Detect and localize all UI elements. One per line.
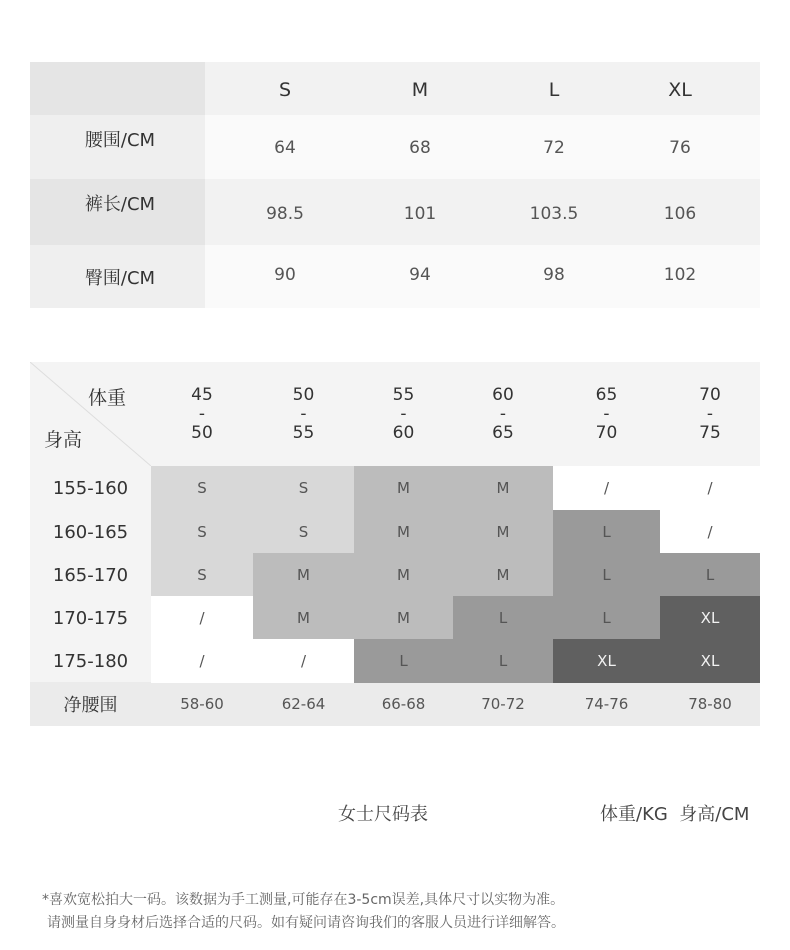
corner-height-label: 身高 — [44, 429, 83, 451]
weight-col-header — [660, 382, 760, 446]
size-cell: XL — [553, 639, 660, 683]
size-cell: S — [151, 553, 253, 597]
size-cell: M — [453, 466, 553, 510]
t1-cell: 106 — [663, 204, 697, 224]
units-caption: 体重/KG 身高/CM — [600, 804, 750, 825]
weight-top: 50 — [292, 384, 315, 405]
t1-header-l: L — [548, 79, 560, 101]
waist-value: 66-68 — [381, 695, 426, 713]
t1-corner — [30, 62, 205, 115]
t1-header-xl: XL — [668, 79, 692, 101]
weight-top: 70 — [699, 384, 721, 405]
t1-cell: 94 — [409, 265, 431, 285]
t1-row-label: 腰围/CM — [84, 130, 156, 151]
size-cell: S — [253, 510, 354, 554]
size-cell: S — [151, 466, 253, 510]
size-cell: M — [253, 596, 354, 640]
t1-cell: 103.5 — [529, 204, 579, 224]
t1-cell: 76 — [669, 138, 691, 158]
size-cell: S — [151, 510, 253, 554]
weight-bottom: 60 — [392, 422, 415, 443]
t1-header-m: M — [411, 79, 429, 101]
size-cell: S — [253, 466, 354, 510]
size-cell: L — [354, 639, 453, 683]
size-cell: L — [660, 553, 760, 597]
corner-weight-label: 体重 — [88, 387, 127, 409]
waist-value: 70-72 — [481, 695, 525, 713]
t1-cell: 98 — [543, 265, 565, 285]
weight-col-header — [354, 382, 453, 446]
size-table-weight-height — [30, 362, 760, 726]
size-cell: M — [354, 466, 453, 510]
size-cell: / — [253, 639, 354, 683]
weight-col-header — [151, 382, 253, 446]
waist-value: 62-64 — [281, 695, 326, 713]
weight-col-header — [553, 382, 660, 446]
weight-top: 45 — [191, 384, 213, 405]
size-cell: / — [660, 466, 760, 510]
height-label: 155-160 — [52, 477, 129, 499]
waist-value: 58-60 — [180, 695, 224, 713]
size-cell: M — [354, 553, 453, 597]
t1-row-label: 臀围/CM — [84, 268, 156, 289]
t1-cell: 72 — [543, 138, 565, 158]
waist-label: 净腰围 — [63, 695, 118, 716]
size-table-pants — [30, 62, 760, 308]
weight-bottom: 55 — [292, 422, 315, 443]
weight-dash: - — [499, 403, 507, 424]
waist-value: 78-80 — [688, 695, 732, 713]
weight-bottom: 70 — [595, 422, 618, 443]
weight-dash: - — [198, 403, 206, 424]
size-cell: M — [453, 510, 553, 554]
height-label: 170-175 — [52, 607, 129, 629]
size-cell: L — [453, 639, 553, 683]
size-cell: / — [151, 596, 253, 640]
size-cell: L — [553, 510, 660, 554]
size-cell: M — [253, 553, 354, 597]
weight-dash: - — [400, 403, 407, 424]
t1-row-label: 裤长/CM — [84, 194, 156, 215]
height-label: 175-180 — [52, 650, 129, 672]
size-cell: L — [453, 596, 553, 640]
t1-cell: 64 — [274, 138, 296, 158]
waist-value: 74-76 — [584, 695, 629, 713]
height-label: 160-165 — [52, 521, 129, 543]
note-line-1: *喜欢宽松拍大一码。该数据为手工测量,可能存在3-5cm误差,具体尺寸以实物为准。 — [42, 892, 565, 908]
size-cell: L — [553, 553, 660, 597]
size-cell: M — [354, 510, 453, 554]
weight-top: 60 — [492, 384, 514, 405]
t1-cell: 98.5 — [266, 204, 304, 224]
weight-dash: - — [706, 403, 714, 424]
weight-dash: - — [603, 403, 610, 424]
t1-cell: 90 — [274, 265, 296, 285]
size-cell: L — [553, 596, 660, 640]
size-cell: / — [553, 466, 660, 510]
size-cell: XL — [660, 596, 760, 640]
weight-top: 55 — [392, 384, 415, 405]
size-cell: / — [660, 510, 760, 554]
weight-dash: - — [300, 403, 307, 424]
t1-cell: 102 — [663, 265, 697, 285]
size-cell: / — [151, 639, 253, 683]
weight-bottom: 75 — [699, 422, 721, 443]
weight-top: 65 — [595, 384, 618, 405]
size-cell: M — [453, 553, 553, 597]
note-line-2: 请测量自身身材后选择合适的尺码。如有疑问请咨询我们的客服人员进行详细解答。 — [47, 915, 565, 931]
height-label: 165-170 — [52, 564, 129, 586]
weight-col-header — [453, 382, 553, 446]
t1-header-s: S — [278, 79, 292, 101]
weight-col-header — [253, 382, 354, 446]
weight-bottom: 65 — [492, 422, 514, 443]
chart-title: 女士尺码表 — [338, 804, 428, 825]
size-cell: M — [354, 596, 453, 640]
t1-cell: 68 — [409, 138, 431, 158]
weight-bottom: 50 — [191, 422, 213, 443]
size-cell: XL — [660, 639, 760, 683]
t1-cell: 101 — [403, 204, 437, 224]
